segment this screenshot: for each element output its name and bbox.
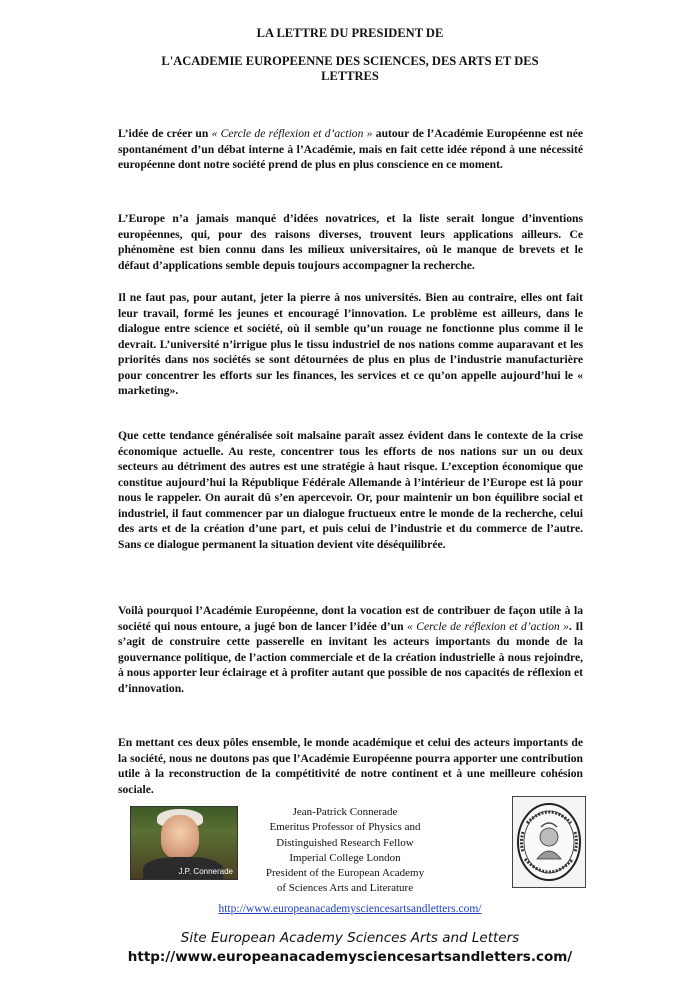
signature-institution: Imperial College London	[289, 851, 401, 864]
signature-role-2: of Sciences Arts and Literature	[276, 882, 414, 895]
president-portrait	[130, 806, 238, 880]
paragraph-1-start: L’idée de créer un	[118, 127, 209, 140]
paragraph-5	[118, 603, 583, 696]
paragraph-3: Il ne faut pas, pour autant, jeter la pierre à nos universités. Bien au contraire, elles ont fait leur travail, formé les jeunes et encouragé l’innovation. Le problème est ailleurs, dans le dialogue entre science et société, où il semble qu’un rouage ne fonctionne plus comme il le devrait. L’université n’irrigue plus le tissu industriel de nos nations comme auparavant et les priorités dans nos sociétés se sont détournées de plus en plus de l’industrie manufacturière pour concentrer les efforts sur les finances, les services et ce qu’on appelle aujourd’hui le « marketing».	[118, 291, 583, 397]
signature-title-2: Distinguished Research Fellow	[276, 836, 414, 849]
paragraph-1-end: autour de l’Académie Européenne est née spontanément d’un débat interne à l’Académie, mais en fait cette idée répond à une nécessité européenne dont notre société prend de plus en plus conscience en ce moment.	[118, 127, 583, 171]
academy-heading-line1: L'ACADEMIE EUROPEENNE DES SCIENCES, DES ARTS ET DES	[161, 54, 539, 68]
academy-website-link[interactable]: http://www.europeanacademysciencesartsandletters.com/	[218, 903, 482, 915]
paragraph-5-end: . Il s’agit de construire cette passerelle en invitant les acteurs importants du monde de la gouvernance politique, de l’action commerciale et de la création industrielle à nous rejoindre, à nous apporter leur éclairage et à profiter autant que possible de nos capacités de réflexion et d’innovation.	[118, 619, 583, 695]
paragraph-5-start: Voilà pourquoi l’Académie Européenne, dont la vocation est de contribuer de façon utile à la société qui nous entoure, a jugé bon de lancer l’idée d’un	[118, 604, 583, 633]
signature-block	[240, 805, 450, 897]
paragraph-5-italic: « Cercle de réflexion et d’action »	[407, 619, 569, 633]
academy-heading	[0, 54, 700, 84]
paragraph-1-italic: « Cercle de réflexion et d’action »	[211, 127, 373, 140]
signature-name: Jean-Patrick Connerade	[292, 806, 398, 818]
letter-heading: LA LETTRE DU PRESIDENT DE	[256, 26, 444, 40]
paragraph-6: En mettant ces deux pôles ensemble, le monde académique et celui des acteurs importants de la société, nous ne doutons pas que l’Académie Européenne pourra apporter une contribution utile à la reconstruction de la compétitivité de notre continent et à une meilleure cohésion sociale.	[118, 736, 583, 796]
paragraph-2: L’Europe n’a jamais manqué d’idées novatrices, et la liste serait longue d’inventions européennes, qui, pour des raisons diverses, trouvent leurs applications ailleurs. Ce phénomène est bien connu dans les milieux universitaires, où le manque de brevets et le défaut d’applications semble depuis toujours accompagner la recherche.	[118, 212, 583, 272]
academy-heading-line2: LETTRES	[321, 69, 379, 83]
academy-seal-logo	[512, 796, 586, 888]
paragraph-4: Que cette tendance généralisée soit malsaine paraît assez évident dans le contexte de la crise économique actuelle. Au reste, concentrer tous les efforts de nos nations sur un ou deux secteurs au détriment des autres est une stratégie à haut risque. L’exception économique que constitue aujourd’hui la République Fédérale Allemande à l’intérieur de l’Europe est là pour nous le rappeler. On aurait dû s’en apercevoir. Or, pour maintenir un bon équilibre social et industriel, il faut commencer par un dialogue fructueux entre le monde de la recherche, celui des arts et de la création d’une part, et puis celui de l’industrie et du commerce de l’autre. Sans ce dialogue permanent la situation devient vite déséquilibrée.	[118, 429, 583, 551]
footer-site-url: http://www.europeanacademysciencesartsandletters.com/	[127, 949, 573, 965]
footer-site-title: Site European Academy Sciences Arts and Letters	[180, 930, 520, 946]
signature-role-1: President of the European Academy	[265, 867, 425, 880]
portrait-caption: J.P. Connerade	[178, 867, 233, 876]
signature-title-1: Emeritus Professor of Physics and	[269, 821, 421, 834]
paragraph-1	[118, 126, 583, 173]
